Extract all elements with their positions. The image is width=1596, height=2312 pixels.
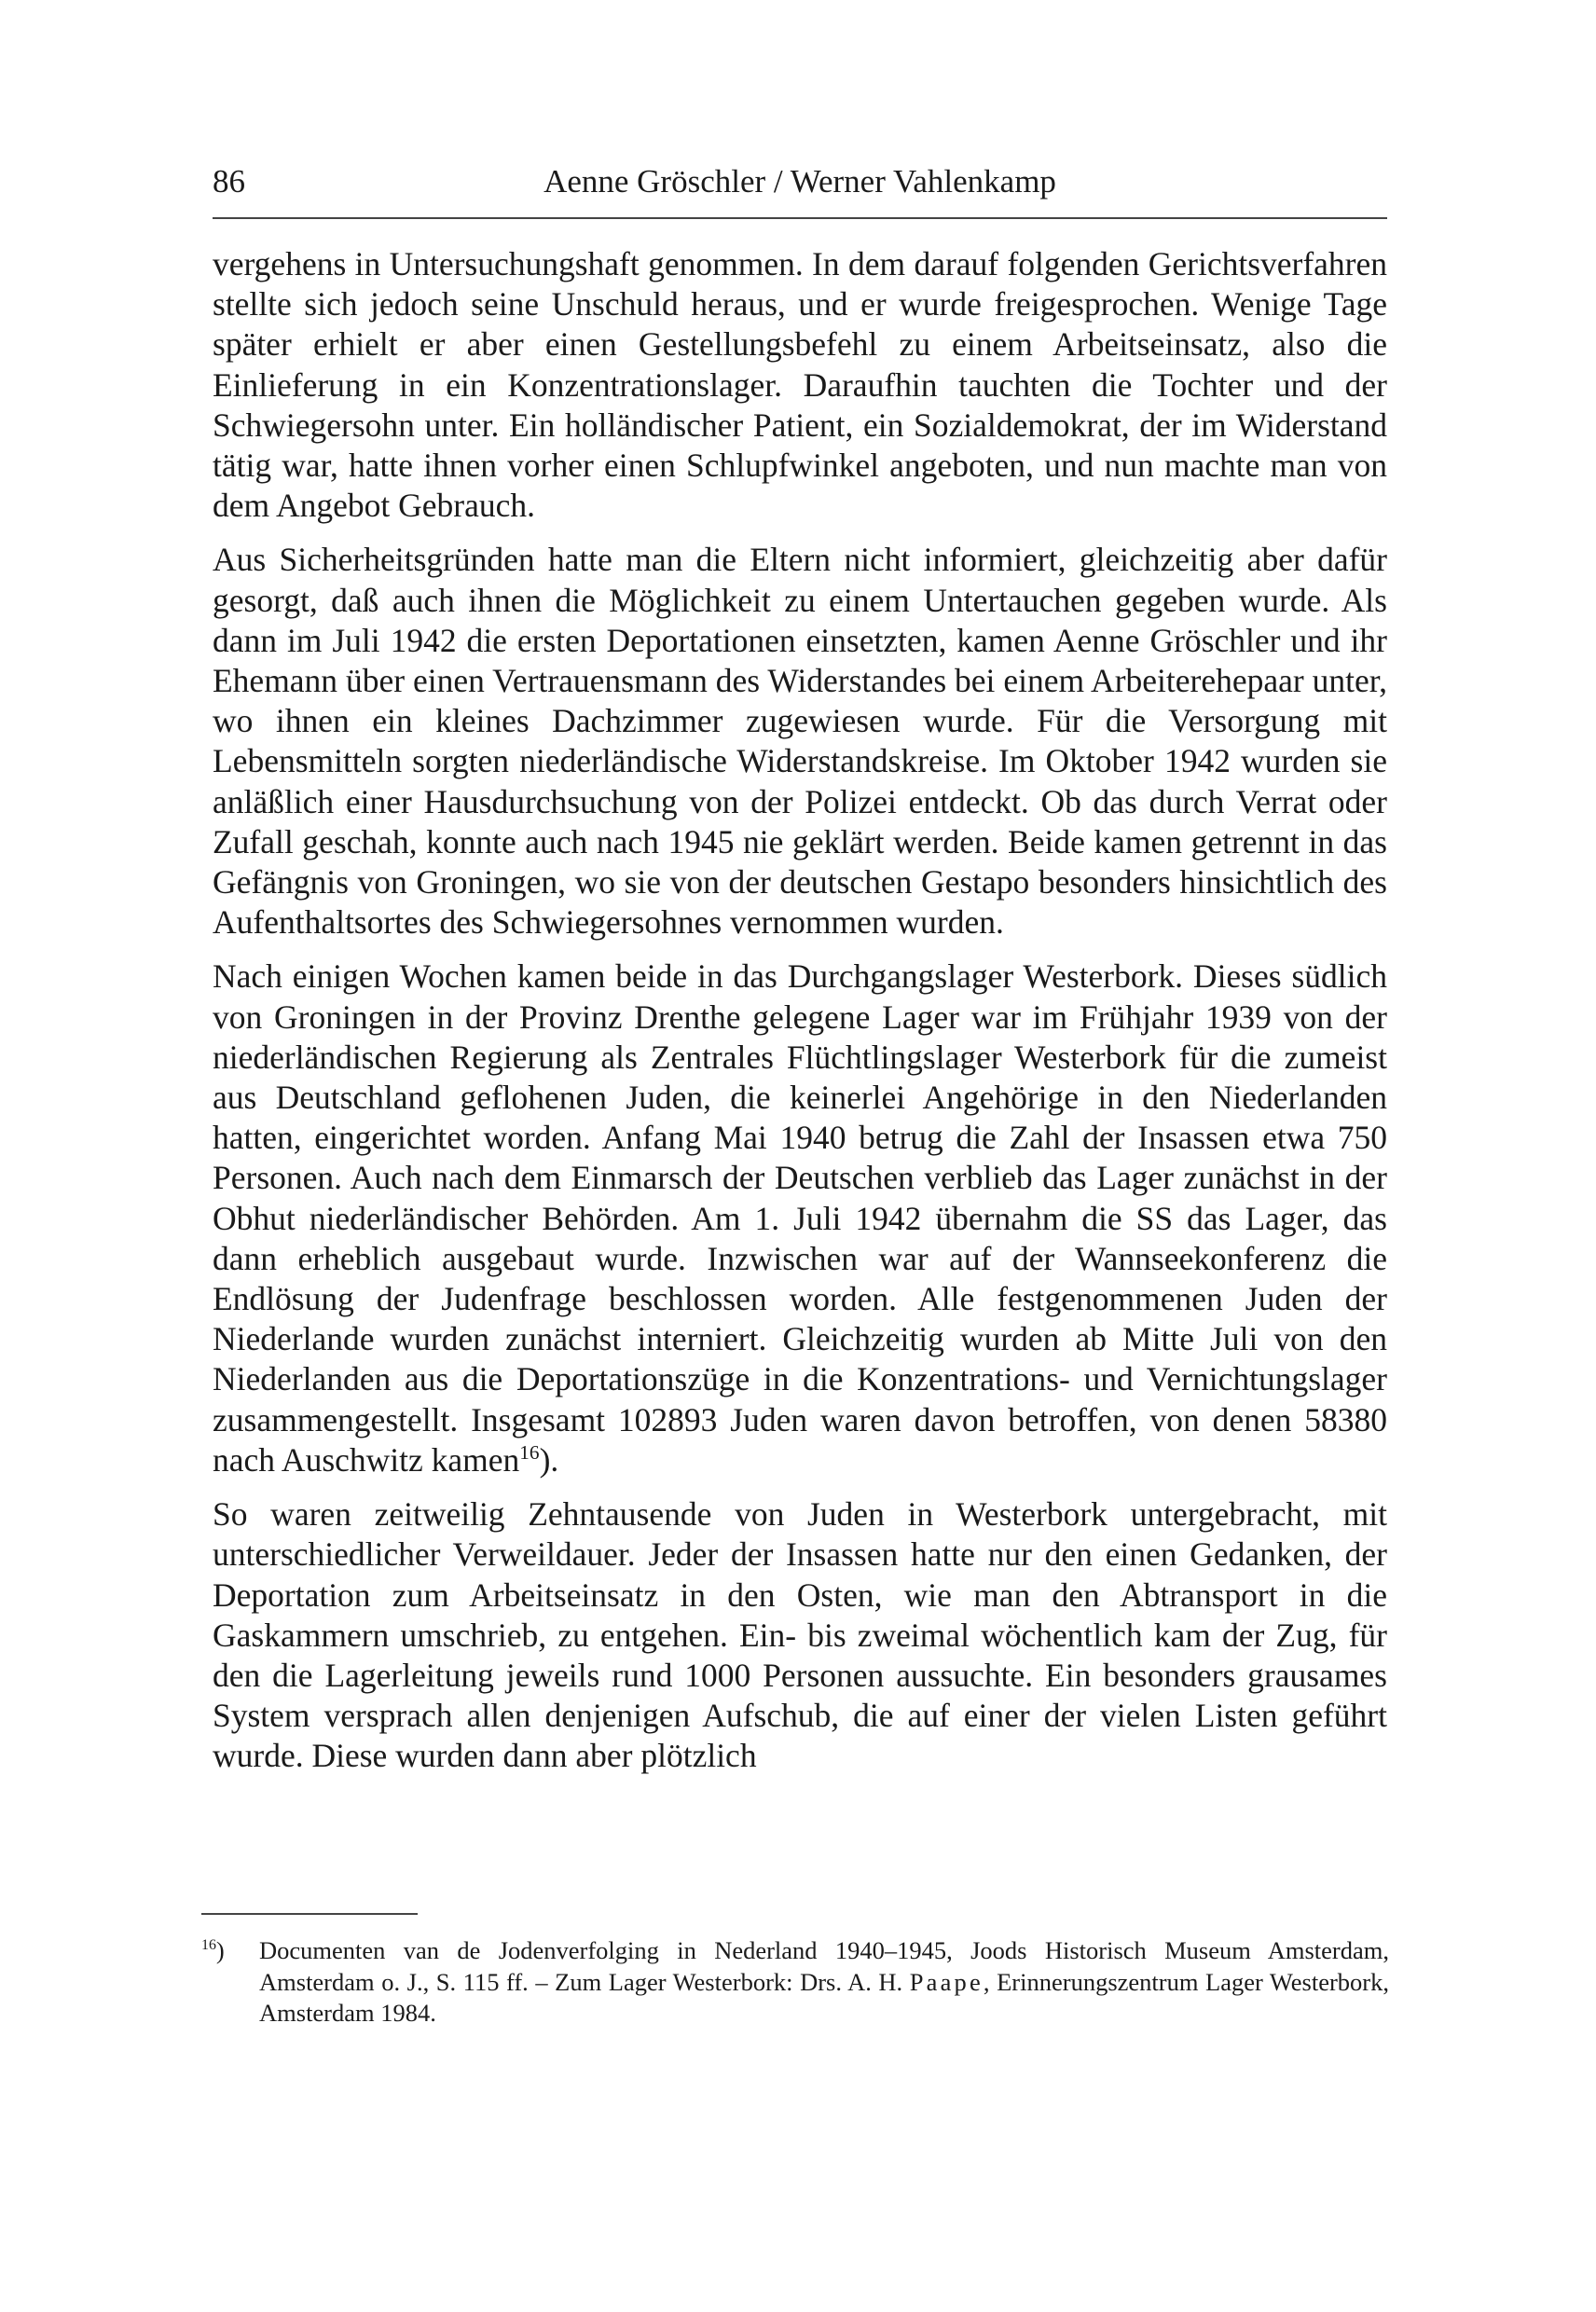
footnote-author-spaced: Paape <box>909 1967 984 1996</box>
footnote-text: Documenten van de Jodenverfolging in Nederland 1940–1945, Joods Historisch Museum Amsterdam, Amsterdam o. J., S. 115 ff. – Zum Lager Westerbork: Drs. A. H. <box>259 1936 1389 1996</box>
header-rule <box>213 217 1387 219</box>
paragraph-text: vergehens in Untersuchungshaft genommen. In dem darauf folgenden Gerichtsverfahren stellte sich jedoch seine Unschuld heraus, und er wurde freigesprochen. Wenige Tage später erhielt er aber einen Gestellungsbefehl zu einem Arbeitseinsatz, also die Einlieferung in ein Konzentrationslager. Daraufhin tauchten die Tochter und der Schwiegersohn unter. Ein holländischer Patient, ein Sozialdemokrat, der im Widerstand tätig war, hatte ihnen vorher einen Schlupfwinkel angeboten, und nun machte man von dem Angebot Gebrauch. <box>213 245 1387 525</box>
footnote-marker <box>201 1935 225 1967</box>
running-head-authors: Aenne Gröschler / Werner Vahlenkamp <box>543 163 1056 200</box>
footnote-marker-close: ) <box>215 1936 225 1964</box>
footnote <box>201 1935 1389 2030</box>
paragraph <box>213 540 1387 943</box>
footnote-rule <box>201 1913 418 1915</box>
paragraph <box>213 1494 1387 1776</box>
footnotes <box>201 1935 1389 2030</box>
body-text <box>213 244 1387 1791</box>
paragraph-text: Nach einigen Wochen kamen beide in das Durchgangslager Westerbork. Dieses südlich von Groningen in der Provinz Drenthe gelegene Lager war im Frühjahr 1939 von der niederländischen Regierung als Zentrales Flüchtlingslager Westerbork für die zumeist aus Deutschland geflohenen Juden, die keinerlei Angehörige in den Niederlanden hatten, eingerichtet worden. Anfang Mai 1940 betrug die Zahl der Insassen etwa 750 Personen. Auch nach dem Einmarsch der Deutschen verblieb das Lager zunächst in der Obhut niederländischer Behörden. Am 1. Juli 1942 übernahm die SS das Lager, das dann erheblich ausgebaut wurde. Inzwischen war auf der Wannseekonferenz die Endlösung der Judenfrage beschlossen worden. Alle festgenommenen Juden der Niederlande wurden zunächst interniert. Gleichzeitig wurden ab Mitte Juli von den Niederlanden aus die Deportationszüge in die Konzentrations- und Vernichtungslager zusammengestellt. Insgesamt 102893 Juden waren davon betroffen, von denen 58380 nach Auschwitz kamen <box>213 957 1387 1479</box>
page-number: 86 <box>213 163 245 200</box>
footnote-number: 16 <box>201 1937 216 1954</box>
footnote-text-end: , Erinnerungszentrum Lager Westerbork, Amsterdam 1984. <box>259 1967 1389 2027</box>
paragraph-text: So waren zeitweilig Zehntausende von Juden in Westerbork untergebracht, mit unterschiedlicher Verweildauer. Jeder der Insassen hatte nur den einen Gedanken, der Deportation zum Arbeitseinsatz in den Osten, wie man den Abtransport in die Gaskammern umschrieb, zu entgehen. Ein- bis zweimal wöchentlich kam der Zug, für den die Lagerleitung jeweils rund 1000 Personen aussuchte. Ein besonders grausames System versprach allen denjenigen Aufschub, die auf einer der vielen Listen geführt wurde. Diese wurden dann aber plötzlich <box>213 1495 1387 1775</box>
paragraph <box>213 956 1387 1480</box>
paragraph-text: Aus Sicherheitsgründen hatte man die Eltern nicht informiert, gleichzeitig aber dafür gesorgt, daß auch ihnen die Möglichkeit zu einem Untertauchen gegeben wurde. Als dann im Juli 1942 die ersten Deportationen einsetzten, kamen Aenne Gröschler und ihr Ehemann über einen Vertrauensmann des Widerstandes bei einem Arbeiterehepaar unter, wo ihnen ein kleines Dachzimmer zugewiesen wurde. Für die Versorgung mit Lebensmitteln sorgten niederländische Widerstandskreise. Im Oktober 1942 wurden sie anläßlich einer Hausdurchsuchung von der Polizei entdeckt. Ob das durch Verrat oder Zufall geschah, konnte auch nach 1945 nie geklärt werden. Beide kamen getrennt in das Gefängnis von Groningen, wo sie von der deutschen Gestapo besonders hinsichtlich des Aufenthaltsortes des Schwiegersohnes vernommen wurden. <box>213 541 1387 942</box>
paragraph <box>213 244 1387 526</box>
running-head <box>213 158 1387 205</box>
paragraph-text-end: ). <box>539 1440 559 1479</box>
footnote-reference[interactable]: 16 <box>519 1441 540 1465</box>
